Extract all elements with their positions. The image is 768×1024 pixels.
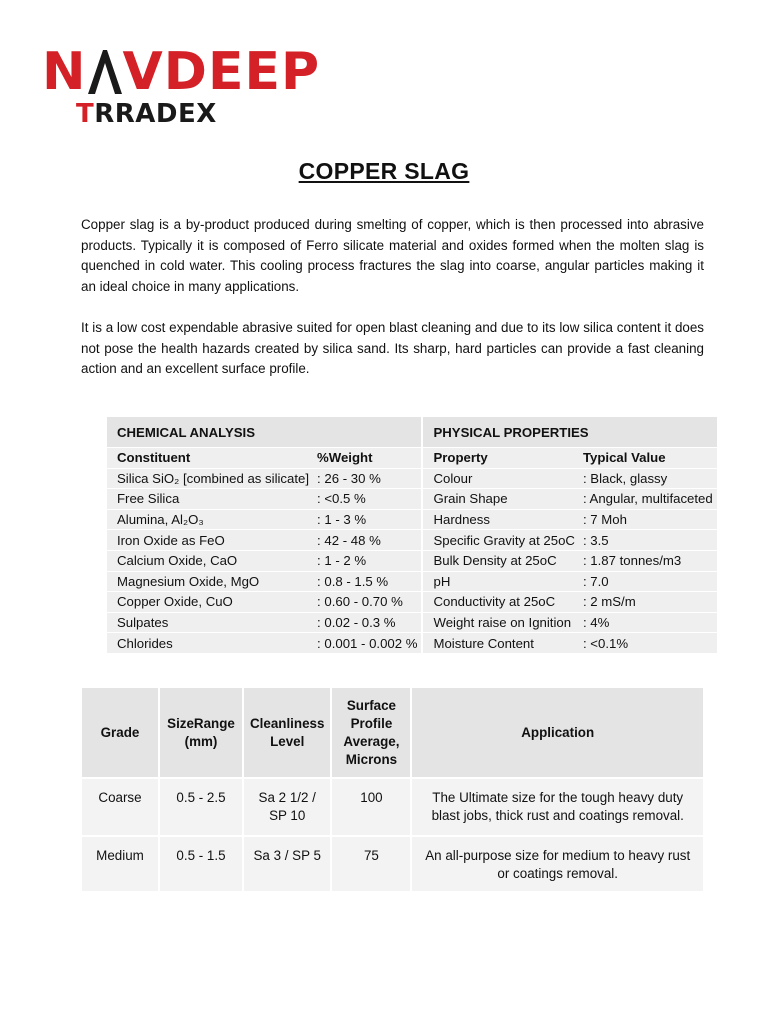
weight-cell: : 26 - 30 %: [313, 469, 421, 490]
weight-cell: : <0.5 %: [313, 489, 421, 510]
analysis-row: [107, 592, 717, 613]
typical-value-cell: : 7.0: [579, 572, 717, 593]
size-range-cell: 0.5 - 1.5: [160, 835, 244, 891]
weight-cell: : 0.60 - 0.70 %: [313, 592, 421, 613]
cleanliness-cell: Sa 2 1/2 / SP 10: [244, 777, 332, 835]
property-cell: pH: [421, 572, 578, 593]
analysis-section-row: [107, 417, 717, 448]
typical-value-cell: : Angular, multifaceted: [579, 489, 717, 510]
safety-paragraph: It is a low cost expendable abrasive suited for open blast cleaning and due to its low silica content it does not pose the health hazards created by silica sand. Its sharp, hard particles can provide a fast cleaning action and an excellent surface profile.: [81, 320, 704, 377]
analysis-row: [107, 613, 717, 634]
grades-header-row: [82, 688, 705, 777]
typical-value-cell: : Black, glassy: [579, 469, 717, 490]
analysis-row: [107, 551, 717, 572]
constituent-cell: Free Silica: [107, 489, 313, 510]
weight-cell: : 42 - 48 %: [313, 530, 421, 551]
company-logo: [42, 42, 321, 136]
grade-cell: Medium: [82, 835, 160, 891]
typical-value-cell: : 3.5: [579, 530, 717, 551]
constituent-cell: Copper Oxide, CuO: [107, 592, 313, 613]
constituent-cell: Magnesium Oxide, MgO: [107, 572, 313, 593]
property-cell: Conductivity at 25oC: [421, 592, 578, 613]
grades-table: [82, 688, 705, 891]
constituent-cell: Chlorides: [107, 633, 313, 654]
weight-cell: : 1 - 2 %: [313, 551, 421, 572]
property-cell: Weight raise on Ignition: [421, 613, 578, 634]
constituent-cell: Silica SiO₂ [combined as silicate]: [107, 469, 313, 490]
intro-paragraph: Copper slag is a by-product produced during smelting of copper, which is then processed into abrasive products. Typically it is composed of Ferro silicate material and oxides formed when the molten slag is quenched in cold water. This cooling process fractures the slag into coarse, angular particles making it an ideal choice in many applications.: [81, 217, 704, 294]
page-title: COPPER SLAG: [298, 158, 470, 184]
constituent-header: Constituent: [107, 448, 313, 469]
weight-cell: : 0.001 - 0.002 %: [313, 633, 421, 654]
property-cell: Bulk Density at 25oC: [421, 551, 578, 572]
property-cell: Colour: [421, 469, 578, 490]
chemical-analysis-heading: CHEMICAL ANALYSIS: [107, 417, 421, 448]
typical-value-cell: : 1.87 tonnes/m3: [579, 551, 717, 572]
grades-row: [82, 777, 705, 835]
property-header: Property: [421, 448, 578, 469]
grades-row: [82, 835, 705, 891]
application-cell: An all-purpose size for medium to heavy rust or coatings removal.: [412, 835, 705, 891]
analysis-row: [107, 469, 717, 490]
logo-brand-left: N: [42, 42, 87, 102]
logo-sub-rest: RRADEX: [94, 99, 217, 129]
logo-subtitle: [42, 100, 282, 128]
application-header: Application: [412, 688, 705, 777]
surface-profile-cell: 75: [332, 835, 412, 891]
surface-profile-header: Surface Profile Average, Microns: [332, 688, 412, 777]
analysis-header-row: [107, 448, 717, 469]
physical-properties-heading: PHYSICAL PROPERTIES: [421, 417, 716, 448]
analysis-row: [107, 530, 717, 551]
grade-header: Grade: [82, 688, 160, 777]
logo-wordmark: [42, 42, 321, 102]
cleanliness-header: Cleanliness Level: [244, 688, 332, 777]
analysis-row: [107, 510, 717, 531]
constituent-cell: Calcium Oxide, CaO: [107, 551, 313, 572]
typical-value-cell: : 2 mS/m: [579, 592, 717, 613]
analysis-row: [107, 633, 717, 654]
size-range-cell: 0.5 - 2.5: [160, 777, 244, 835]
analysis-row: [107, 572, 717, 593]
weight-cell: : 0.8 - 1.5 %: [313, 572, 421, 593]
grade-cell: Coarse: [82, 777, 160, 835]
typical-value-cell: : 4%: [579, 613, 717, 634]
cleanliness-cell: Sa 3 / SP 5: [244, 835, 332, 891]
weight-header: %Weight: [313, 448, 421, 469]
property-cell: Grain Shape: [421, 489, 578, 510]
typical-value-header: Typical Value: [579, 448, 717, 469]
weight-cell: : 0.02 - 0.3 %: [313, 613, 421, 634]
constituent-cell: Sulpates: [107, 613, 313, 634]
surface-profile-cell: 100: [332, 777, 412, 835]
typical-value-cell: : <0.1%: [579, 633, 717, 654]
logo-chevron-icon: [88, 50, 122, 94]
property-cell: Hardness: [421, 510, 578, 531]
property-cell: Specific Gravity at 25oC: [421, 530, 578, 551]
size-range-header: SizeRange (mm): [160, 688, 244, 777]
property-cell: Moisture Content: [421, 633, 578, 654]
weight-cell: : 1 - 3 %: [313, 510, 421, 531]
typical-value-cell: : 7 Moh: [579, 510, 717, 531]
logo-brand-right: VDEEP: [122, 42, 321, 102]
logo-sub-first: T: [76, 99, 95, 129]
constituent-cell: Alumina, Al₂O₃: [107, 510, 313, 531]
analysis-row: [107, 489, 717, 510]
application-cell: The Ultimate size for the tough heavy duty blast jobs, thick rust and coatings removal.: [412, 777, 705, 835]
analysis-table: [107, 417, 717, 654]
constituent-cell: Iron Oxide as FeO: [107, 530, 313, 551]
